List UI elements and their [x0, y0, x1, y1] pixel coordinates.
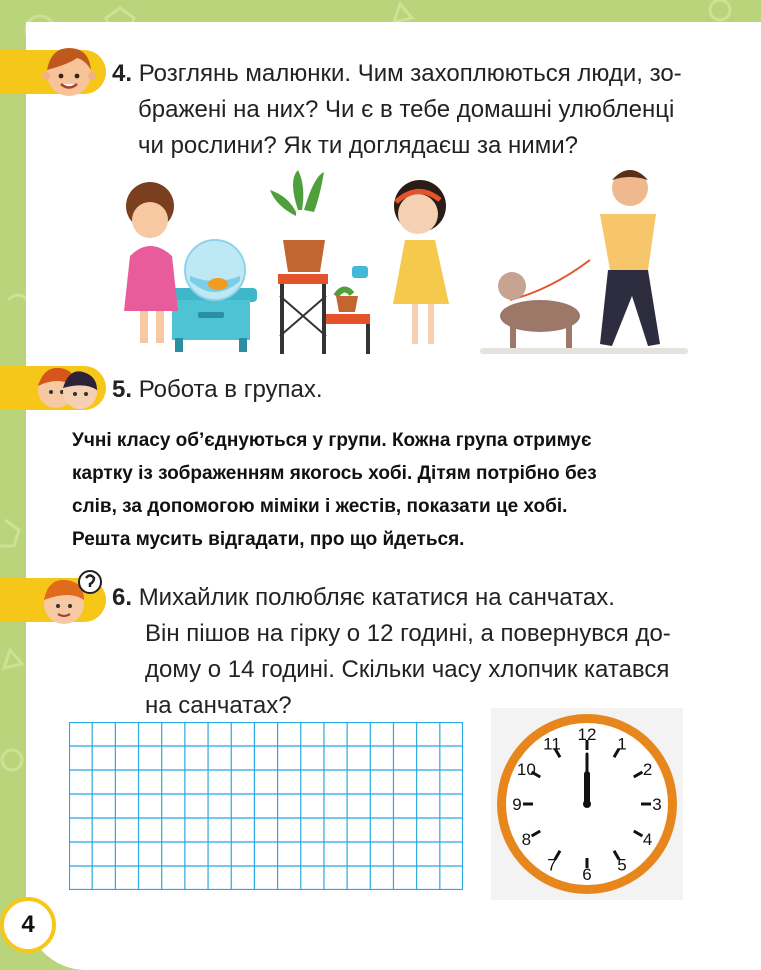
- task-line: дому о 14 годині. Скільки часу хлопчик катався: [145, 656, 670, 683]
- instruction-line: Учні класу об’єднуються у групи. Кожна група отримує: [72, 430, 592, 451]
- clock-number: 5: [617, 855, 627, 875]
- clock-number: 10: [516, 760, 536, 779]
- children-group-avatar-icon: [34, 364, 102, 414]
- girl-with-fishbowl-image: [124, 182, 257, 352]
- task-line: Він пішов на гірку о 12 годині, а повернувся до-: [145, 620, 671, 647]
- clock-image: [491, 708, 683, 900]
- man-walking-dog-image: [480, 170, 688, 354]
- task-line: бражені на них? Чи є в тебе домашні улюбленці: [138, 96, 675, 123]
- clock-number: 7: [547, 855, 557, 875]
- clock-number: 1: [617, 734, 627, 754]
- instruction-line: Решта мусить відгадати, про що йдеться.: [72, 529, 465, 550]
- thinking-boy-avatar-icon: [40, 568, 104, 628]
- plants-on-stand-image: [270, 170, 370, 354]
- instruction-line: слів, за допомогою міміки і жестів, показати це хобі.: [72, 496, 568, 517]
- clock-number: 12: [577, 725, 597, 744]
- task-4-text: [112, 56, 692, 164]
- clock-center: [583, 800, 591, 808]
- task-line: Михайлик полюбляє кататися на санчатах.: [138, 584, 615, 611]
- boy-avatar-icon: [40, 44, 98, 100]
- clock-number: 11: [543, 734, 561, 754]
- answer-grid[interactable]: [69, 722, 463, 890]
- group-instructions: [72, 424, 692, 556]
- task-line: Робота в групах.: [138, 376, 323, 403]
- task-number: 4.: [112, 60, 133, 87]
- clock-number: 9: [512, 795, 522, 814]
- page-number: 4: [0, 897, 56, 953]
- clock-number: 8: [521, 830, 532, 849]
- task-number: 5.: [112, 376, 133, 403]
- clock-number: 2: [642, 760, 653, 779]
- task-line: Розглянь малюнки. Чим захоплюються люди, зо-: [138, 60, 682, 87]
- task-line: на санчатах?: [145, 692, 292, 719]
- task-number: 6.: [112, 584, 133, 611]
- clock-number: 6: [582, 865, 592, 884]
- task-line: чи рослини? Як ти доглядаєш за ними?: [138, 132, 578, 159]
- task-5-text: [112, 372, 323, 408]
- clock-number: 4: [642, 830, 653, 849]
- instruction-line: картку із зображенням якогось хобі. Дітям потрібно без: [72, 463, 597, 484]
- hobbies-illustration: [120, 166, 692, 362]
- clock-number: 3: [652, 795, 662, 814]
- task-6-text: [112, 580, 692, 724]
